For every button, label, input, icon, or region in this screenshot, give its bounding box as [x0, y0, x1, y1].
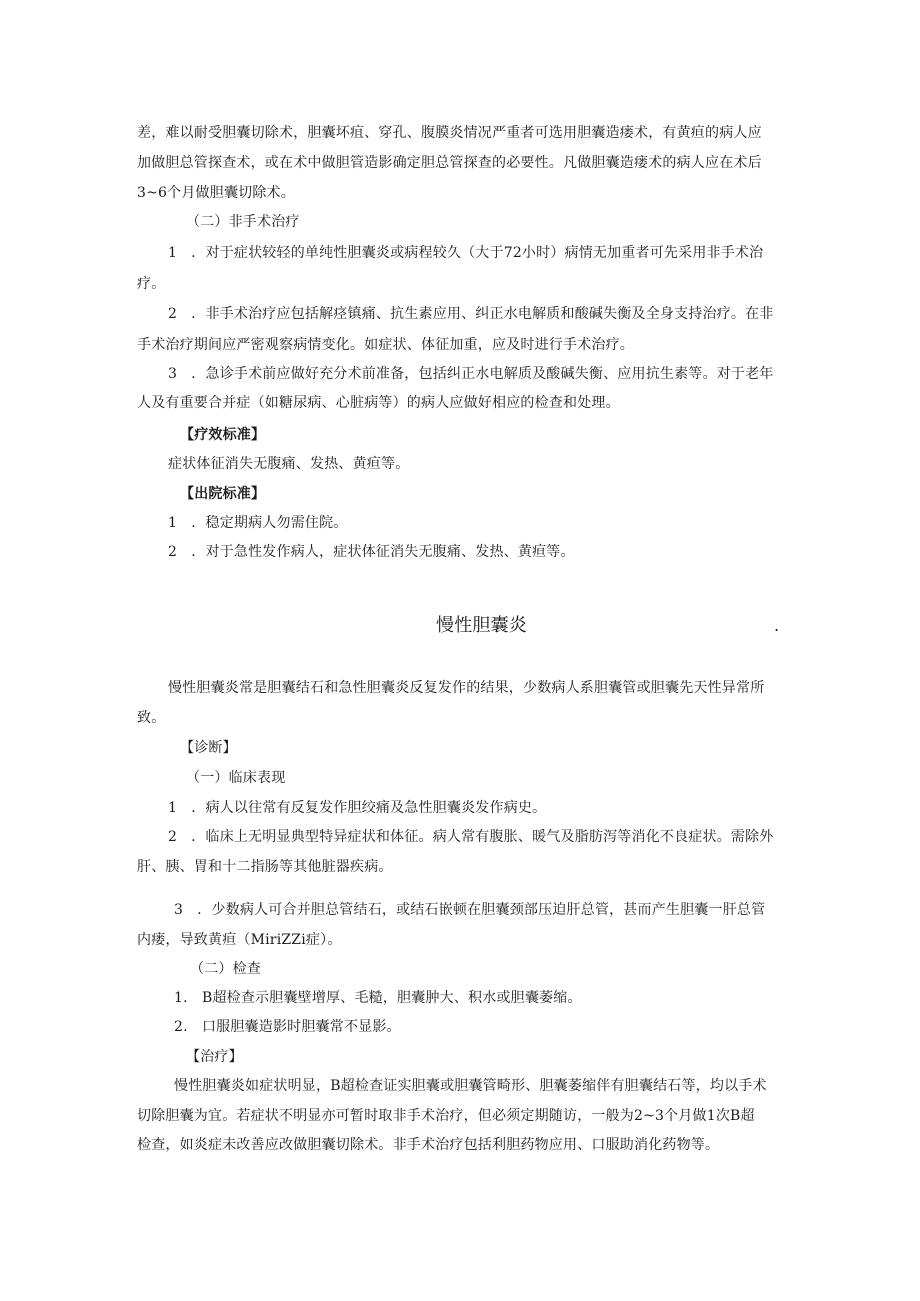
- paragraph-line: 慢性胆囊炎如症状明显，B超检查证实胆囊或胆囊管畸形、胆囊萎缩伴有胆囊结石等，均以手术: [174, 1078, 767, 1094]
- list-item: 2. 口服胆囊造影时胆囊常不显影。: [174, 1019, 401, 1035]
- heading-discharge-standard: 【出院标准】: [180, 486, 266, 502]
- list-item-continuation: 人及有重要合并症（如糖尿病、心脏病等）的病人应做好相应的检查和处理。: [137, 395, 620, 411]
- paragraph-line: 检查，如炎症未改善应改做胆囊切除术。非手术治疗包括利胆药物应用、口服助消化药物等。: [137, 1137, 720, 1153]
- heading-treatment: 【治疗】: [186, 1049, 243, 1065]
- subheading-nonsurgical: （二）非手术治疗: [186, 214, 300, 230]
- paragraph-line: 症状体征消失无腹痛、发热、黄疸等。: [168, 456, 410, 472]
- subheading-exam: （二）检查: [190, 961, 261, 977]
- list-item: 1 ．对于症状较轻的单纯性胆囊炎或病程较久（大于72小时）病情无加重者可先采用非手术治: [168, 245, 764, 261]
- list-item: 3 ．急诊手术前应做好充分术前准备，包括纠正水电解质及酸碱失衡、应用抗生素等。对于老年: [168, 366, 774, 382]
- list-item-continuation: 内瘘，导致黄疸（MiriZZi症）。: [137, 932, 342, 948]
- list-item: 2 ．临床上无明显典型特异症状和体征。病人常有腹胀、暖气及脂肪泻等消化不良症状。需除外: [168, 829, 774, 845]
- list-item: 1 ．病人以往常有反复发作胆绞痛及急性胆囊炎发作病史。: [168, 800, 547, 816]
- list-item: 1. B超检查示胆囊壁增厚、毛糙，胆囊肿大、积水或胆囊萎缩。: [174, 990, 582, 1006]
- paragraph-line: 加做胆总管探查术，或在术中做胆管造影确定胆总管探查的必要性。凡做胆囊造瘘术的病人应在术后: [137, 155, 762, 171]
- paragraph-line: 致。: [137, 710, 166, 726]
- subheading-clinical: （一）临床表现: [186, 770, 286, 786]
- list-item: 1 ．稳定期病人勿需住院。: [168, 515, 348, 531]
- paragraph-line: 慢性胆囊炎常是胆囊结石和急性胆囊炎反复发作的结果，少数病人系胆囊管或胆囊先天性异常所: [168, 680, 765, 696]
- heading-diagnosis: 【诊断】: [180, 740, 237, 756]
- list-item: 2 ．对于急性发作病人，症状体征消失无腹痛、发热、黄疸等。: [168, 544, 575, 560]
- list-item: 2 ．非手术治疗应包括解痉镇痛、抗生素应用、纠正水电解质和酸碱失衡及全身支持治疗。在非: [168, 306, 774, 322]
- list-item: 3 ．少数病人可合并胆总管结石，或结石嵌顿在胆囊颈部压迫肝总管，甚而产生胆囊一肝总管: [174, 902, 766, 918]
- paragraph-line: 3~6个月做胆囊切除术。: [137, 185, 295, 201]
- list-item-continuation: 手术治疗期间应严密观察病情变化。如症状、体征加重，应及时进行手术治疗。: [137, 337, 634, 353]
- title-dot: .: [774, 616, 780, 635]
- paragraph-line: 切除胆囊为宜。若症状不明显亦可暂时取非手术治疗，但必须定期随访，一般为2~3个月做1次B超: [137, 1108, 755, 1124]
- list-item-continuation: 肝、胰、胃和十二指肠等其他脏器疾病。: [137, 859, 393, 875]
- section-title: 慢性胆囊炎: [436, 615, 527, 636]
- paragraph-line: 差，难以耐受胆囊切除术，胆囊坏疽、穿孔、腹膜炎情况严重者可选用胆囊造瘘术，有黄疸的病人应: [137, 125, 762, 141]
- heading-efficacy-standard: 【疗效标准】: [180, 427, 266, 443]
- list-item-continuation: 疗。: [137, 276, 166, 292]
